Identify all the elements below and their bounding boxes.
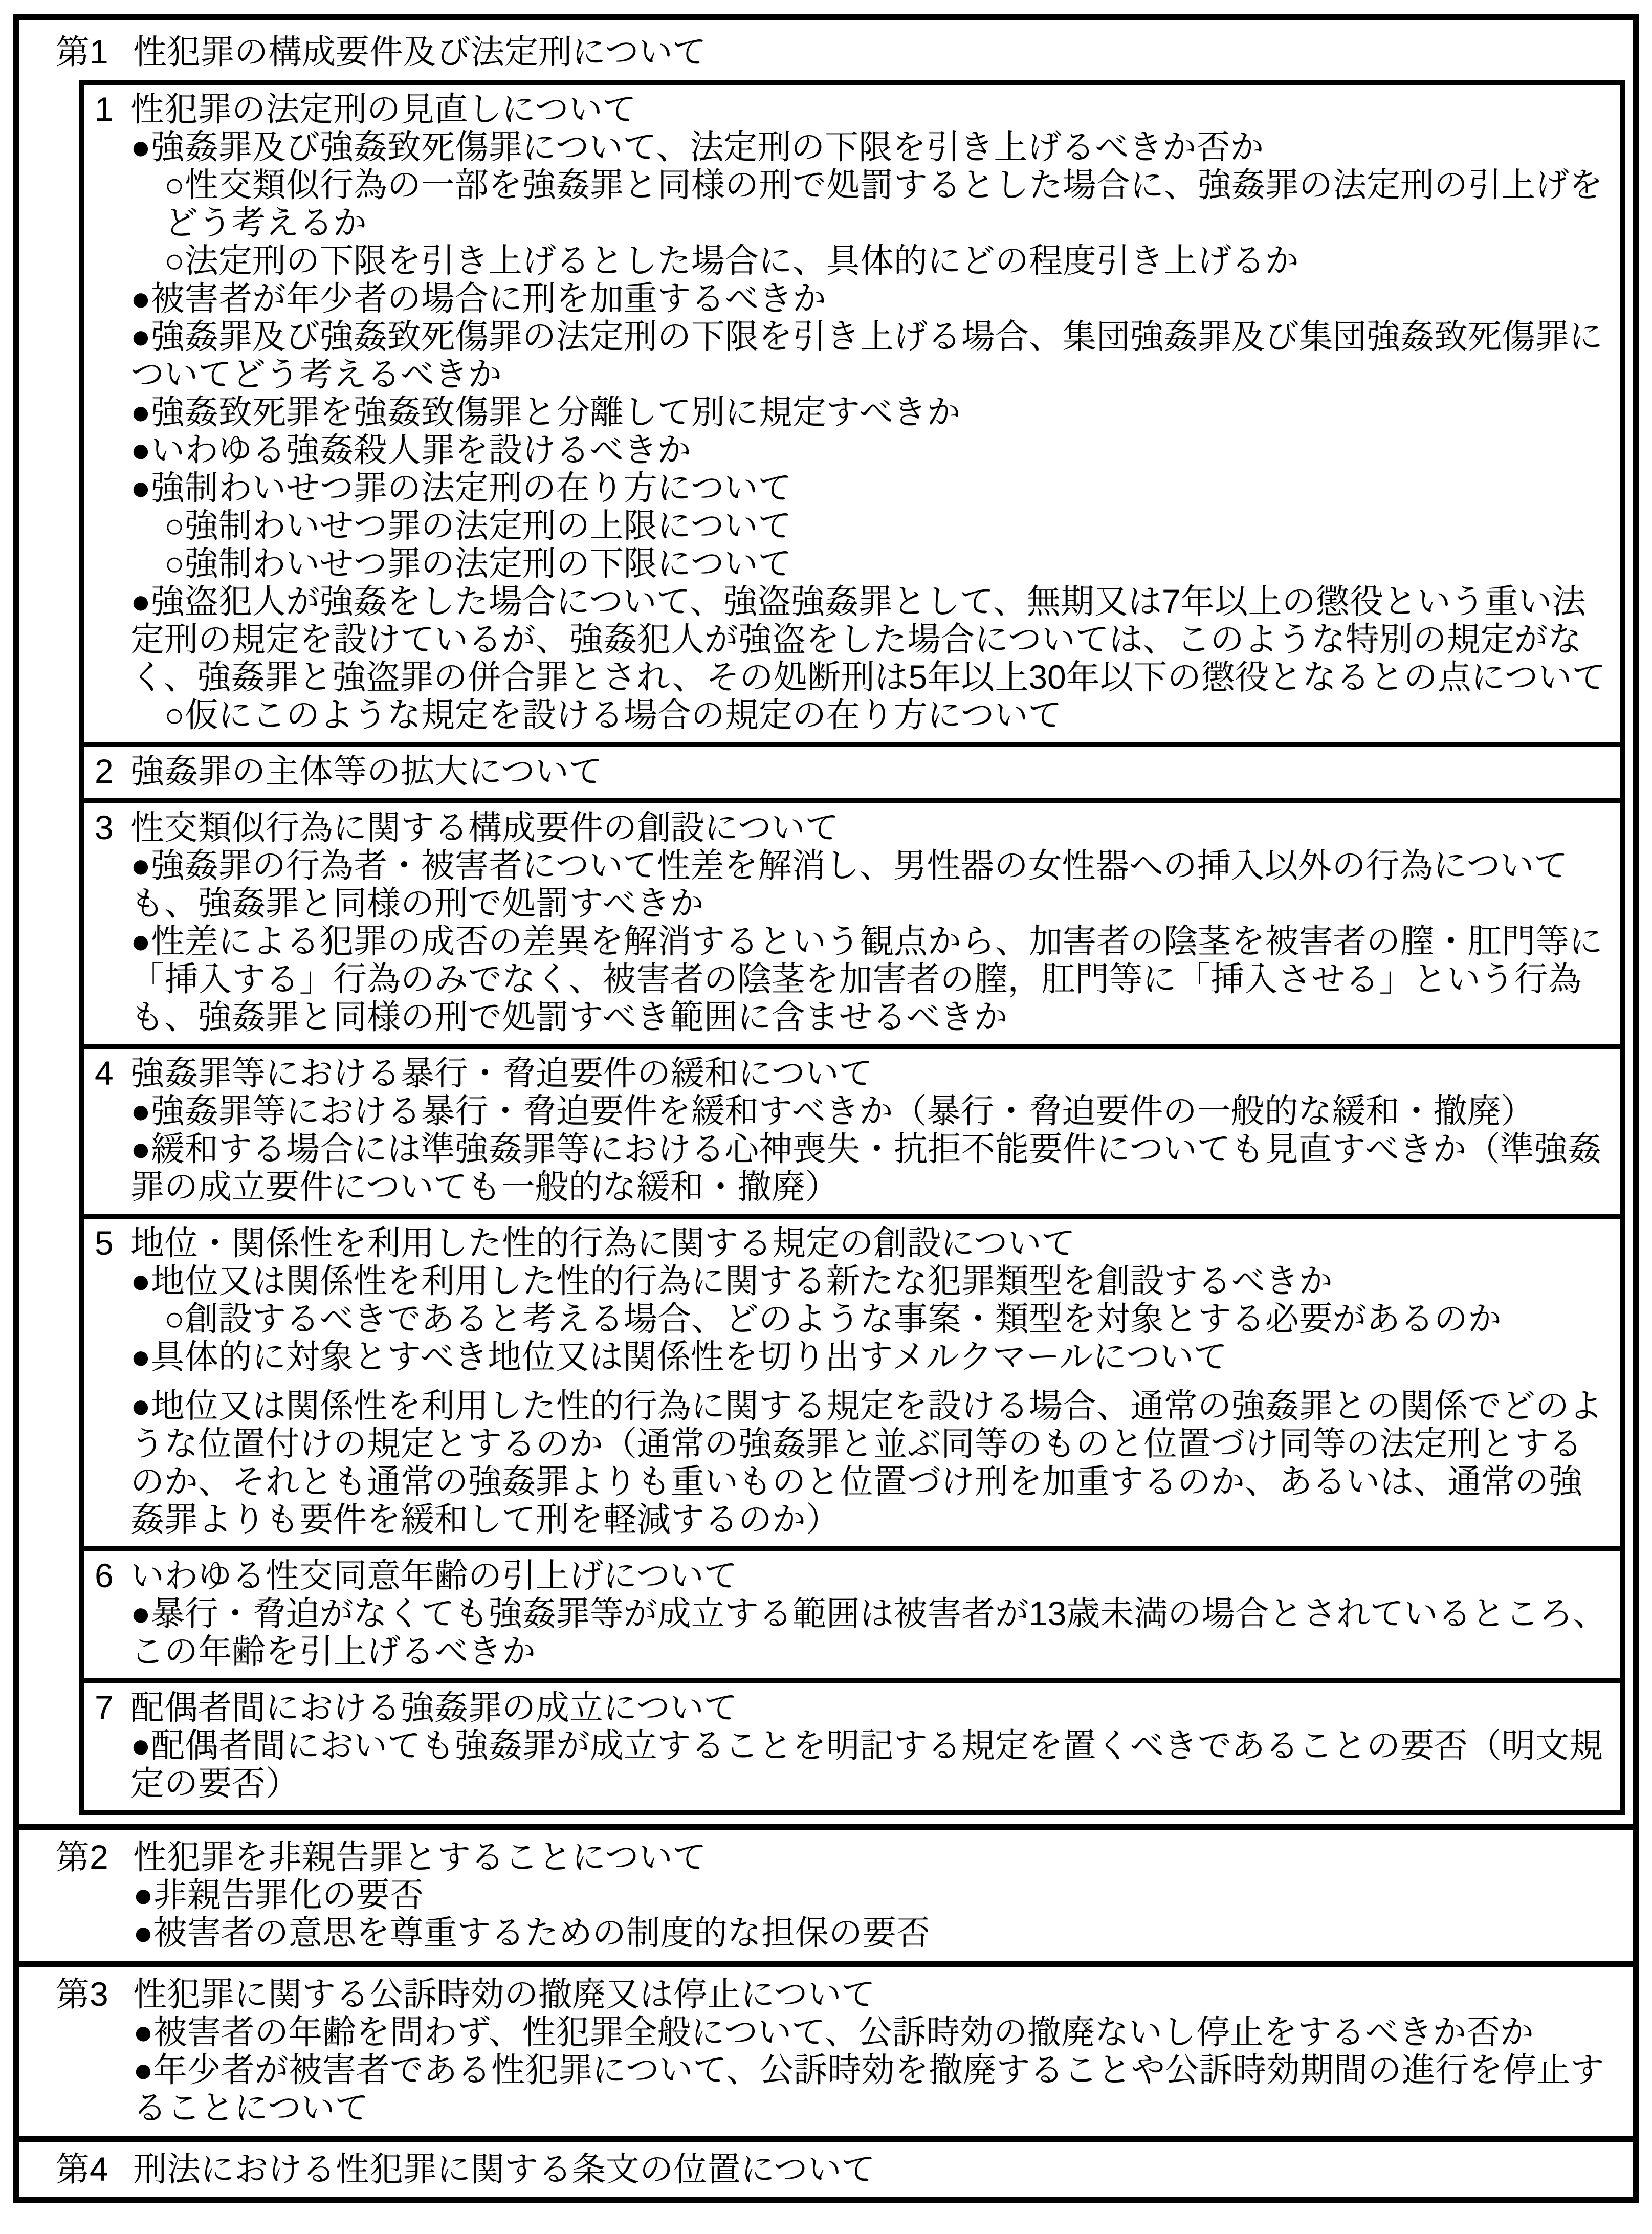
subsection-title: いわゆる性交同意年齢の引上げについて bbox=[130, 1557, 738, 1594]
topic-item: ●緩和する場合には準強姦罪等における心神喪失・抗拒不能要件についても見直すべきか（準強姦罪の成立要件についても一般的な緩和・撤廃） bbox=[130, 1130, 1602, 1206]
section-number: 第4 bbox=[56, 2150, 108, 2188]
subsection-number: 7 bbox=[95, 1689, 114, 1726]
topic-item: ●具体的に対象とすべき地位又は関係性を切り出すメルクマールについて bbox=[130, 1338, 1227, 1375]
topic-item: ○強制わいせつ罪の法定刑の上限について bbox=[164, 507, 792, 544]
topic-item: ●強姦罪及び強姦致死傷罪について、法定刑の下限を引き上げるべきか否か bbox=[130, 128, 1264, 166]
subsection-row bbox=[84, 1678, 1620, 1810]
subsection-content bbox=[130, 1054, 1610, 1206]
subsection-content bbox=[130, 1689, 1610, 1802]
subsection-content bbox=[130, 752, 1610, 790]
topic-item: ○創設するべきであると考える場合、どのような事案・類型を対象とする必要があるのか bbox=[164, 1300, 1502, 1338]
subsection-content bbox=[130, 90, 1610, 734]
section-number: 第1 bbox=[56, 33, 108, 71]
topic-item: ●強姦罪の行為者・被害者について性差を解消し、男性器の女性器への挿入以外の行為についても、強姦罪と同様の刑で処罰すべきか bbox=[130, 846, 1568, 922]
section-number: 第3 bbox=[56, 1975, 108, 2013]
subsection-row bbox=[84, 1214, 1620, 1546]
topic-item: ●強姦罪及び強姦致死傷罪の法定刑の下限を引き上げる場合、集団強姦罪及び集団強姦致死傷罪についてどう考えるべきか bbox=[130, 317, 1603, 393]
topic-item: ○性交類似行為の一部を強姦罪と同様の刑で処罰するとした場合に、強姦罪の法定刑の引上げをどう考えるか bbox=[164, 166, 1603, 242]
section-number: 第2 bbox=[56, 1838, 108, 1876]
section-content bbox=[133, 1975, 1617, 2127]
top-section-row bbox=[19, 2136, 1633, 2197]
topic-item: ●強姦罪等における暴行・脅迫要件を緩和すべきか（暴行・脅迫要件の一般的な緩和・撤廃） bbox=[130, 1092, 1535, 1130]
topic-item: ●強制わいせつ罪の法定刑の在り方について bbox=[130, 469, 792, 507]
topic-item: ●強姦致死罪を強姦致傷罪と分離して別に規定すべきか bbox=[130, 393, 961, 431]
section-title: 性犯罪に関する公訴時効の撤廃又は停止について bbox=[133, 1975, 875, 2013]
subsection-content bbox=[130, 808, 1610, 1036]
topic-item: ●非親告罪化の要否 bbox=[133, 1876, 424, 1914]
subsection-row bbox=[84, 1546, 1620, 1678]
section-title: 刑法における性犯罪に関する条文の位置について bbox=[133, 2150, 875, 2188]
subsection-title: 性犯罪の法定刑の見直しについて bbox=[130, 90, 636, 128]
section-content bbox=[133, 2150, 1617, 2188]
topic-item: ○強制わいせつ罪の法定刑の下限について bbox=[164, 544, 792, 582]
subsection-number: 4 bbox=[95, 1054, 114, 1092]
section-title: 性犯罪の構成要件及び法定刑について bbox=[133, 33, 707, 71]
subsection-row bbox=[84, 798, 1620, 1044]
subsection-number: 6 bbox=[95, 1557, 114, 1594]
topic-item: ●暴行・脅迫がなくても強姦罪等が成立する範囲は被害者が13歳未満の場合とされているところ、この年齢を引上げるべきか bbox=[130, 1594, 1607, 1670]
subsection-number: 5 bbox=[95, 1224, 114, 1262]
subsection-number: 1 bbox=[95, 90, 114, 128]
section-content bbox=[133, 33, 1617, 71]
subsection-row bbox=[84, 1044, 1620, 1214]
topic-item: ●性差による犯罪の成否の差異を解消するという観点から、加害者の陰茎を被害者の膣・肛門等に「挿入する」行為のみでなく、被害者の陰茎を加害者の膣，肛門等に「挿入させる」という行為も、強姦罪と同様の刑で処罰すべき範囲に含ませるべきか bbox=[130, 922, 1603, 1036]
subsection-content bbox=[130, 1224, 1610, 1538]
page bbox=[0, 14, 1652, 2203]
top-section bbox=[19, 20, 1633, 1815]
topic-item: ●いわゆる強姦殺人罪を設けるべきか bbox=[130, 431, 691, 469]
subsection-row bbox=[84, 742, 1620, 798]
outline-table bbox=[13, 14, 1639, 2203]
top-section-row bbox=[19, 1824, 1633, 1961]
topic-item: ●地位又は関係性を利用した性的行為に関する規定を設ける場合、通常の強姦罪との関係でどのような位置付けの規定とするのか（通常の強姦罪と並ぶ同等のものと位置づけ同等の法定刑とするのか、それとも通常の強姦罪よりも重いものと位置づけ刑を加重するのか、あるいは、通常の強姦罪よりも要件を緩和して刑を軽減するのか） bbox=[130, 1387, 1603, 1538]
subsection-title: 強姦罪の主体等の拡大について bbox=[130, 752, 603, 790]
topic-item: ●被害者の意思を尊重するための制度的な担保の要否 bbox=[133, 1914, 930, 1952]
topic-item: ●被害者の年齢を問わず、性犯罪全般について、公訴時効の撤廃ないし停止をするべきか否か bbox=[133, 2013, 1534, 2051]
subsection-number: 3 bbox=[95, 808, 114, 846]
subsection-title: 性交類似行為に関する構成要件の創設について bbox=[130, 808, 839, 846]
subsection-content bbox=[130, 1557, 1610, 1670]
topic-item: ●年少者が被害者である性犯罪について、公訴時効を撤廃することや公訴時効期間の進行を停止することについて bbox=[133, 2051, 1604, 2127]
topic-item: ●地位又は関係性を利用した性的行為に関する新たな犯罪類型を創設するべきか bbox=[130, 1262, 1333, 1300]
subsection-title: 地位・関係性を利用した性的行為に関する規定の創設について bbox=[130, 1224, 1075, 1262]
topic-item: ●配偶者間においても強姦罪が成立することを明記する規定を置くべきであることの要否（明文規定の要否） bbox=[130, 1726, 1603, 1802]
top-section-row bbox=[19, 1961, 1633, 2136]
subsection-number: 2 bbox=[95, 752, 114, 790]
subsection-table bbox=[79, 80, 1625, 1815]
subsection-row bbox=[84, 85, 1620, 742]
subsection-title: 強姦罪等における暴行・脅迫要件の緩和について bbox=[130, 1054, 873, 1092]
section-title: 性犯罪を非親告罪とすることについて bbox=[133, 1838, 707, 1876]
topic-item: ●被害者が年少者の場合に刑を加重するべきか bbox=[130, 279, 826, 317]
section-content bbox=[133, 1838, 1617, 1952]
topic-item: ●強盗犯人が強姦をした場合について、強盗強姦罪として、無期又は7年以上の懲役という重い法定刑の規定を設けているが、強姦犯人が強盗をした場合については、このような特別の規定がなく、強姦罪と強盗罪の併合罪とされ、その処断刑は5年以上30年以下の懲役となるとの点について bbox=[130, 582, 1606, 696]
topic-item: ○法定刑の下限を引き上げるとした場合に、具体的にどの程度引き上げるか bbox=[164, 242, 1299, 279]
subsection-title: 配偶者間における強姦罪の成立について bbox=[130, 1689, 738, 1726]
topic-item: ○仮にこのような規定を設ける場合の規定の在り方について bbox=[164, 696, 1062, 734]
section-heading-row bbox=[19, 20, 1633, 80]
